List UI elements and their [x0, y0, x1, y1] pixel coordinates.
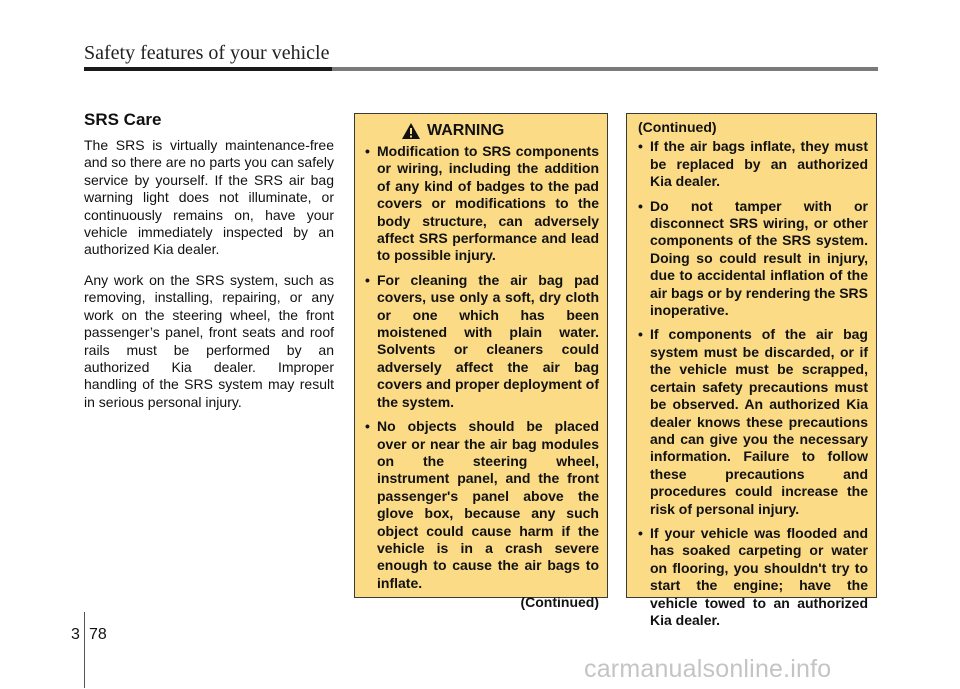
chapter-number: 3 [71, 626, 80, 643]
warning-item: • If your vehicle was flooded and has soaked carpeting or water on flooring, you shouldn't try to start the engine; have the vehicle towed to an authorized Kia dealer. [638, 525, 868, 629]
watermark: carmanualsonline.info [584, 655, 832, 683]
warning-item: • For cleaning the air bag pad covers, use only a soft, dry cloth or one which has been moistened with plain water. Solvents or cleaners could adversely affect the air bag covers and proper deployment of the system. [365, 272, 599, 411]
warning-header [401, 122, 599, 140]
warning-item: • No objects should be placed over or near the air bag modules on the steering wheel, instrument panel, and the front passenger's panel above the glove box, because any such object could cause harm if the vehicle is in a crash severe enough to cause the air bags to inflate. [365, 418, 599, 592]
warning-item: • If components of the air bag system must be discarded, or if the vehicle must be scrapped, certain safety precautions must be observed. An authorized Kia dealer knows these precautions and can give you the necessary information. Failure to follow these precautions and procedures could increase the risk of personal injury. [638, 326, 868, 517]
body-paragraph: Any work on the SRS system, such as removing, installing, repairing, or any work on the steering wheel, the front passenger’s panel, front seats and roof rails must be performed by an authorized Kia dealer. Improper handling of the SRS system may result in serious personal injury. [84, 272, 334, 410]
warning-box [354, 113, 608, 611]
page-number-divider [84, 612, 85, 688]
page-number: 78 [89, 626, 107, 643]
continued-label: (Continued) [638, 119, 717, 135]
continued-warning-list [638, 138, 868, 629]
header-rule [84, 67, 878, 71]
warning-list [365, 143, 599, 592]
warning-label: WARNING [427, 122, 505, 139]
section-heading: SRS Care [84, 110, 162, 129]
page-header-title: Safety features of your vehicle [84, 42, 330, 64]
warning-triangle-icon [401, 122, 421, 140]
continued-label: (Continued) [520, 594, 599, 611]
warning-item: • Modification to SRS components or wiring, including the addition of any kind of badges to the pad covers or modifications to the body structure, can adversely affect SRS performance and lead to possible injury. [365, 143, 599, 265]
warning-item: • If the air bags inflate, they must be replaced by an authorized Kia dealer. [638, 138, 868, 190]
continued-warning-box [626, 113, 877, 628]
warning-item: • Do not tamper with or disconnect SRS wiring, or other components of the SRS system. Doing so could result in injury, due to accidental inflation of the air bags or by rendering the SRS inoperative. [638, 198, 868, 320]
body-paragraph: The SRS is virtually maintenance-free and so there are no parts you can safely service by yourself. If the SRS air bag warning light does not illuminate, or continuously remains on, have your vehicle immediately inspected by an authorized Kia dealer. [84, 137, 334, 258]
